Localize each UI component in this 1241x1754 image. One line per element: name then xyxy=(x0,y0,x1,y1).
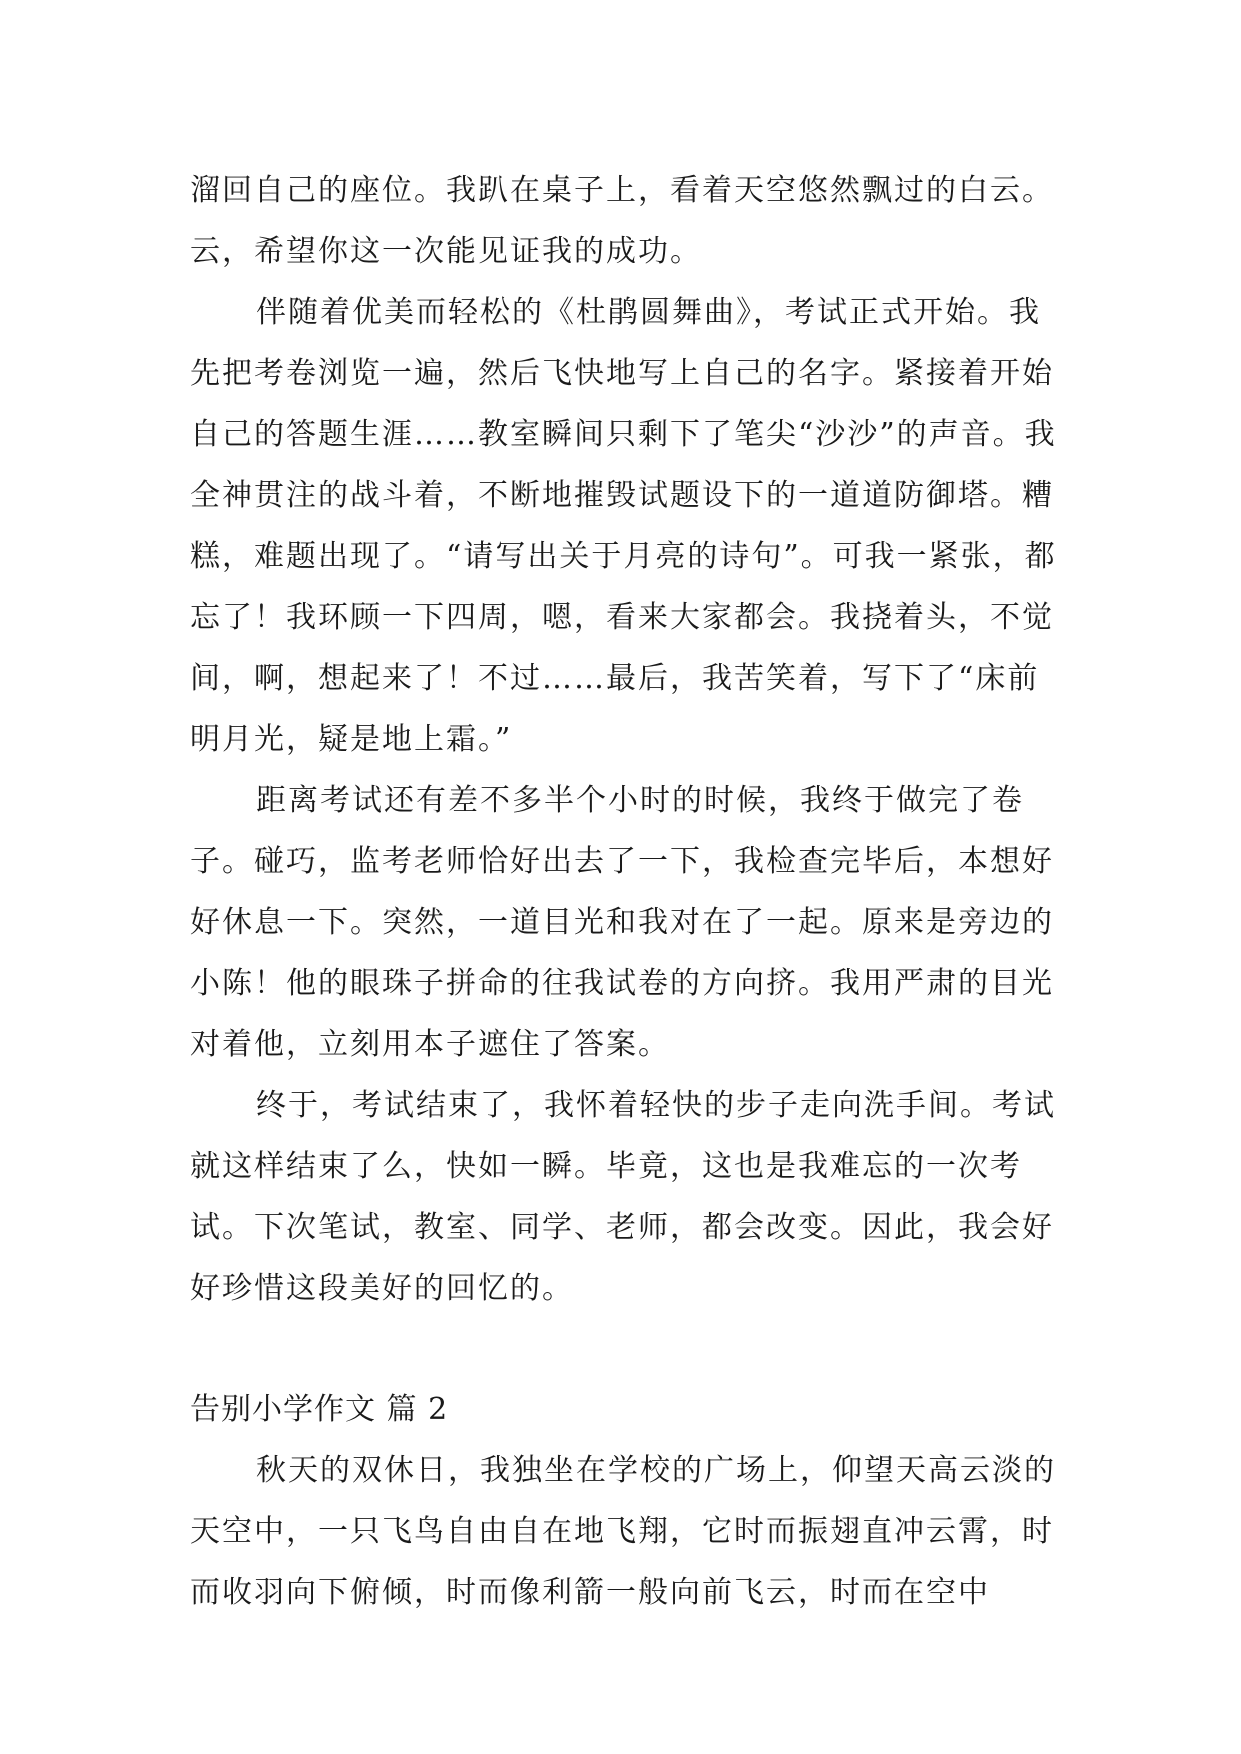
paragraph-exam-end: 终于，考试结束了，我怀着轻快的步子走向洗手间。考试就这样结束了么，快如一瞬。毕竟，这也是我难忘的一次考试。下次笔试，教室、同学、老师，都会改变。因此，我会好好珍惜这段美好的回忆的。 xyxy=(190,1088,1056,1306)
essay-body xyxy=(190,160,1060,1623)
paragraph-continuation: 溜回自己的座位。我趴在桌子上，看着天空悠然飘过的白云。云，希望你这一次能见证我的成功。 xyxy=(190,173,1054,269)
paragraph-autumn-weekend: 秋天的双休日，我独坐在学校的广场上，仰望天高云淡的天空中，一只飞鸟自由自在地飞翔，它时而振翅直冲云霄，时而收羽向下俯倾，时而像利箭一般向前飞云，时而在空中 xyxy=(190,1453,1056,1610)
section-heading: 告别小学作文 篇 2 xyxy=(190,1392,449,1427)
paragraph-exam-start: 伴随着优美而轻松的《杜鹃圆舞曲》，考试正式开始。我先把考卷浏览一遍，然后飞快地写上自己的名字。紧接着开始自己的答题生涯……教室瞬间只剩下了笔尖“沙沙”的声音。我全神贯注的战斗着，不断地摧毁试题设下的一道道防御塔。糟糕，难题出现了。“请写出关于月亮的诗句”。可我一紧张，都忘了！我环顾一下四周，嗯，看来大家都会。我挠着头，不觉间，啊，想起来了！不过……最后，我苦笑着，写下了“床前明月光，疑是地上霜。” xyxy=(190,295,1057,757)
paragraph-finish-paper: 距离考试还有差不多半个小时的时候，我终于做完了卷子。碰巧，监考老师恰好出去了一下，我检查完毕后，本想好好休息一下。突然，一道目光和我对在了一起。原来是旁边的小陈！他的眼珠子拼命的往我试卷的方向挤。我用严肃的目光对着他，立刻用本子遮住了答案。 xyxy=(190,783,1054,1062)
